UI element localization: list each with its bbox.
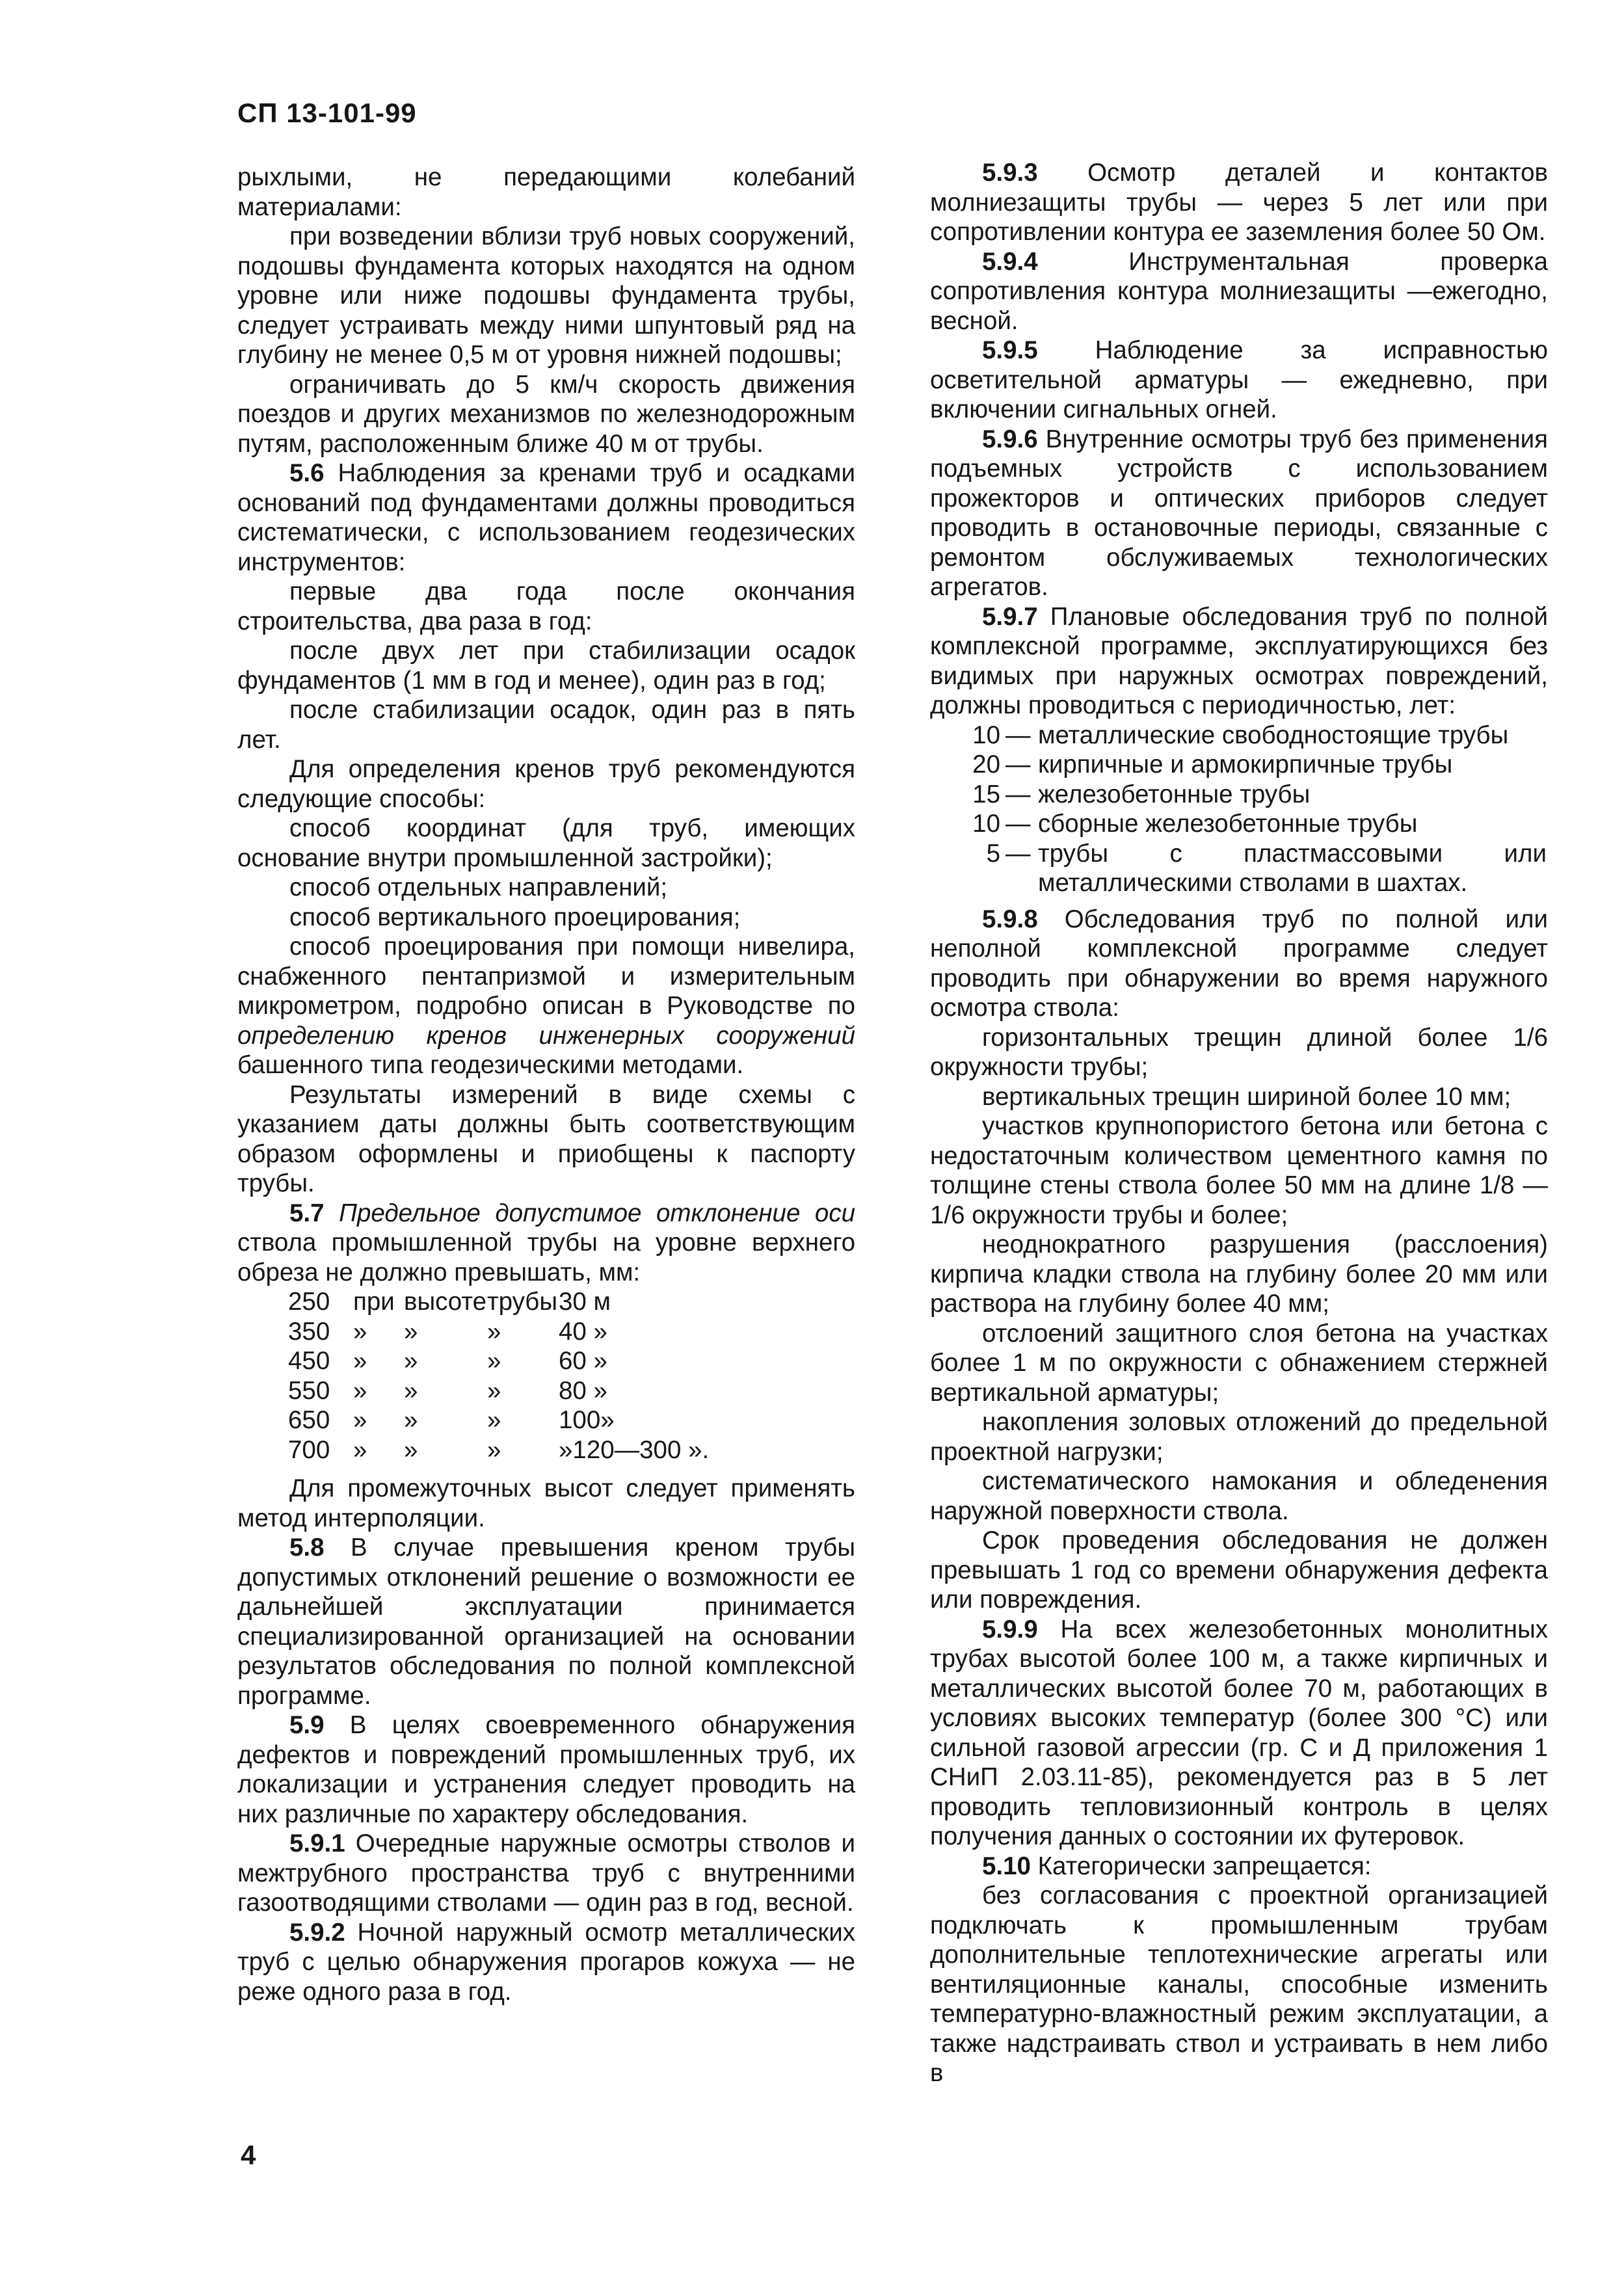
inspection-period-table <box>961 721 1547 898</box>
table-row: 250 при высоте трубы 30 м <box>288 1288 611 1316</box>
section-number: 5.10 <box>982 1852 1031 1880</box>
paragraph: способ проецирования при помощи нивелира, снабженного пентапризмой и измерительным микрометром, подробно описан в Руководстве по определению кренов инженерных сооружений башенного типа геодезическими методами. <box>237 933 855 1079</box>
paragraph: участков крупнопористого бетона или бетона с недостаточным количеством цементного камня по толщине стены ствола более 50 мм на длине 1/8 —1/6 окружности трубы и более; <box>930 1112 1548 1229</box>
section-5-10: 5.10 Категорически запрещается: <box>982 1852 1372 1880</box>
section-5-6: 5.6 Наблюдения за кренами труб и осадками оснований под фундаментами должны проводиться систематически, с использованием геодезических инструментов: <box>237 459 855 576</box>
section-5-9-3: 5.9.3 Осмотр деталей и контактов молниезащиты трубы — через 5 лет или при сопротивлении контура ее заземления более 50 Ом. <box>930 159 1548 246</box>
paragraph: способ вертикального проецирования; <box>289 903 741 931</box>
paragraph: Для определения кренов труб рекомендуются следующие способы: <box>237 755 855 813</box>
section-5-9-8: 5.9.8 Обследования труб по полной или неполной комплексной программе следует проводить при обнаружении во время наружного осмотра ствола: <box>930 905 1548 1022</box>
section-5-9-5: 5.9.5 Наблюдение за исправностью осветительной арматуры — ежедневно, при включении сигнальных огней. <box>930 336 1548 423</box>
right-column <box>930 158 1548 2088</box>
section-5-9: 5.9 В целях своевременного обнаружения дефектов и повреждений промышленных труб, их локализации и устранения следует проводить на них различные по характеру обследования. <box>237 1711 855 1828</box>
paragraph: ограничивать до 5 км/ч скорость движения поездов и других механизмов по железнодорожным путям, расположенным ближе 40 м от трубы. <box>237 370 855 458</box>
table-row: 20 — кирпичные и армокирпичные трубы <box>972 751 1453 778</box>
table-row: 350 » » » 40 » <box>288 1317 607 1346</box>
section-number: 5.9.5 <box>982 336 1038 364</box>
paragraph: Для промежуточных высот следует применять метод интерполяции. <box>237 1474 855 1532</box>
paragraph: горизонтальных трещин длиной более 1/6 окружности трубы; <box>930 1023 1548 1081</box>
section-number: 5.9.1 <box>289 1829 345 1857</box>
section-5-9-1: 5.9.1 Очередные наружные осмотры стволов и межтрубного пространства труб с внутренними газоотводящими стволами — один раз в год, весной. <box>237 1829 855 1917</box>
section-5-9-7: 5.9.7 Плановые обследования труб по полной комплексной программе, эксплуатирующихся без видимых при наружных осмотрах повреждений, должны проводиться с периодичностью, лет: <box>930 602 1548 719</box>
section-number: 5.9.8 <box>982 905 1038 933</box>
table-row: 550 » » » 80 » <box>288 1376 607 1405</box>
section-number: 5.9.2 <box>289 1918 345 1947</box>
section-number: 5.9 <box>289 1711 325 1739</box>
table-row: 10 — металлические свободностоящие трубы <box>972 721 1509 749</box>
document-code: СП 13-101-99 <box>237 98 417 128</box>
section-number: 5.9.9 <box>982 1615 1038 1643</box>
paragraph: первые два года после окончания строительства, два раза в год: <box>237 578 855 635</box>
table-row: 5 — трубы с пластмассовыми или металлическими стволами в шахтах. <box>986 839 1547 897</box>
paragraph: при возведении вблизи труб новых сооружений, подошвы фундамента которых находятся на одном уровне или ниже подошвы фундамента трубы, следует устраивать между ними шпунтовый ряд на глубину не менее 0,5 м от уровня нижней подошвы; <box>237 222 855 369</box>
table-row: 650 » » » 100» <box>288 1406 615 1434</box>
table-row: 450 » » » 60 » <box>288 1347 607 1375</box>
paragraph: способ координат (для труб, имеющих основание внутри промышленной застройки); <box>237 814 855 872</box>
paragraph: рыхлыми, не передающими колебаний материалами: <box>237 163 855 221</box>
table-row: 10 — сборные железобетонные трубы <box>972 810 1418 838</box>
table-row: 15 — железобетонные трубы <box>972 780 1311 808</box>
paragraph: систематического намокания и обледенения наружной поверхности ствола. <box>930 1467 1548 1525</box>
section-5-9-4: 5.9.4 Инструментальная проверка сопротивления контура молниезащиты —ежегодно, весной. <box>930 247 1548 335</box>
paragraph: неоднократного разрушения (расслоения) кирпича кладки ствола на глубину более 20 мм или раствора на глубину более 40 мм; <box>930 1230 1548 1318</box>
paragraph: способ отдельных направлений; <box>289 873 668 901</box>
left-column <box>237 163 855 2006</box>
section-number: 5.6 <box>289 459 325 487</box>
section-number: 5.8 <box>289 1534 325 1562</box>
paragraph: Результаты измерений в виде схемы с указанием даты должны быть соответствующим образом оформлены и приобщены к паспорту трубы. <box>237 1080 855 1197</box>
paragraph: накопления золовых отложений до предельной проектной нагрузки; <box>930 1408 1548 1466</box>
paragraph: отслоений защитного слоя бетона на участках более 1 м по окружности с обнажением стержней вертикальной арматуры; <box>930 1319 1548 1407</box>
section-number: 5.9.6 <box>982 425 1038 453</box>
paragraph: Срок проведения обследования не должен превышать 1 год со времени обнаружения дефекта или повреждения. <box>930 1526 1548 1614</box>
page-number: 4 <box>241 2140 256 2170</box>
deviation-table <box>288 1287 709 1465</box>
section-5-9-2: 5.9.2 Ночной наружный осмотр металлических труб с целью обнаружения прогаров кожуха — не реже одного раза в год. <box>237 1918 855 2006</box>
section-5-8: 5.8 В случае превышения креном трубы допустимых отклонений решение о возможности ее дальнейшей эксплуатации принимается специализированной организацией на основании результатов обследования по полной комплексной программе. <box>237 1534 855 1710</box>
paragraph: после стабилизации осадок, один раз в пять лет. <box>237 696 855 754</box>
section-number: 5.9.7 <box>982 602 1038 631</box>
table-row: 700 » » » »120—300 ». <box>288 1435 710 1464</box>
section-number: 5.9.3 <box>982 159 1038 187</box>
section-5-9-9: 5.9.9 На всех железобетонных монолитных трубах высотой более 100 м, а также кирпичных и металлических высотой более 70 м, работающих в условиях высоких температур (более 300 °С) или сильной газовой агрессии (гр. С и Д приложения 1 СНиП 2.03.11-85), рекомендуется раз в 5 лет проводить тепловизионный контроль в целях получения данных о состоянии их футеровок. <box>930 1615 1548 1850</box>
paragraph: вертикальных трещин шириной более 10 мм; <box>982 1082 1511 1111</box>
reference-title: определению кренов инженерных сооружений <box>237 1021 855 1050</box>
section-number: 5.7 <box>289 1199 325 1227</box>
section-5-7: 5.7 Предельное допустимое отклонение оси ствола промышленной трубы на уровне верхнего обреза не должно превышать, мм: <box>237 1199 855 1286</box>
section-number: 5.9.4 <box>982 247 1038 276</box>
paragraph: без согласования с проектной организацией подключать к промышленным трубам дополнительные теплотехнические агрегаты или вентиляционные каналы, способные изменить температурно-влажностный режим эксплуатации, а также надстраивать ствол и устраивать в нем либо в <box>930 1882 1548 2087</box>
section-5-9-6: 5.9.6 Внутренние осмотры труб без применения подъемных устройств с использованием прожекторов и оптических приборов следует проводить в остановочные периоды, связанные с ремонтом обслуживаемых технологических агрегатов. <box>930 425 1548 601</box>
paragraph: после двух лет при стабилизации осадок фундаментов (1 мм в год и менее), один раз в год; <box>237 637 855 695</box>
